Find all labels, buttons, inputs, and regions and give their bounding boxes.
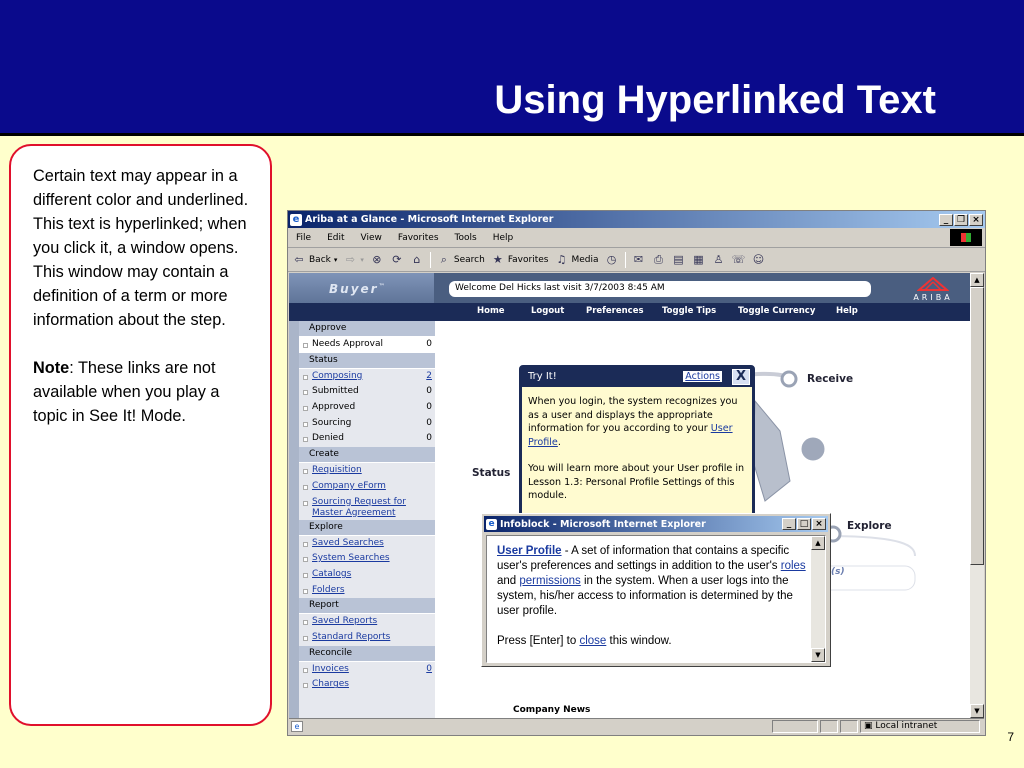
buyer-tm: ™ (378, 283, 387, 290)
buyer-tab-label: Buyer (329, 282, 379, 296)
restore-button[interactable]: ❐ (954, 214, 968, 226)
try-it-text: When you login, the system recognizes you as a user and displays the appropriate information for you according to your (528, 396, 738, 434)
try-it-paragraph (528, 395, 746, 449)
print-icon[interactable]: ⎙ (654, 253, 663, 266)
browser-toolbar (288, 248, 985, 272)
search-icon: ⌕ (440, 253, 447, 266)
favorites-icon: ★ (492, 253, 503, 266)
menu-help[interactable]: Help (492, 232, 514, 243)
sidebar-item-label: Folders (312, 584, 345, 595)
nav-help[interactable]: Help (836, 306, 858, 316)
buyer-tab[interactable] (289, 273, 434, 303)
vertical-scrollbar[interactable] (970, 273, 984, 718)
try-it-popup (519, 365, 755, 517)
sidebar-item-label: Saved Searches (312, 537, 384, 548)
close-instruction-end: this window. (606, 635, 672, 647)
nav-toggle-tips[interactable]: Toggle Tips (662, 306, 717, 316)
ie-icon: e (486, 519, 497, 530)
sidebar-item-approved (299, 400, 435, 416)
callout-paragraph: Certain text may appear in a different color and underlined. This text is hyperlinked; when you click it, a window opens. This window may contain a definition of a term or more information about the step. (33, 167, 249, 329)
sidebar-item-label: Requisition (312, 465, 362, 476)
close-button[interactable]: × (969, 214, 983, 226)
infoblock-titlebar[interactable] (484, 516, 828, 532)
note-label: Note (33, 359, 70, 377)
browser-titlebar[interactable] (288, 211, 985, 228)
sidebar-item-count[interactable]: 2 (426, 370, 432, 381)
edit-icon[interactable]: ▤ (673, 253, 684, 266)
roles-link[interactable]: roles (780, 560, 806, 572)
windows-logo-icon (950, 229, 982, 246)
welcome-message: Welcome Del Hicks last visit 3/7/2003 8:45 AM (449, 281, 871, 297)
favorites-label: Favorites (507, 254, 549, 265)
sidebar-item-charges[interactable] (299, 677, 435, 693)
nav-home[interactable]: Home (477, 306, 505, 316)
media-button[interactable] (554, 253, 598, 266)
ie-icon: e (290, 214, 302, 226)
close-instruction-text: Press [Enter] to (497, 635, 580, 647)
forward-arrow-icon: ⇨ (345, 253, 355, 266)
home-icon[interactable]: ⌂ (413, 253, 421, 266)
sidebar-item-saved-searches[interactable] (299, 536, 435, 552)
ariba-header (289, 273, 971, 303)
scroll-thumb[interactable] (970, 287, 984, 565)
sidebar-item-label: Charges (312, 679, 349, 690)
minimize-button[interactable]: _ (939, 214, 953, 226)
infoblock-content (486, 535, 826, 663)
section-reconcile: Reconcile (299, 646, 435, 662)
menu-view[interactable]: View (360, 232, 382, 243)
definition-and: and (497, 575, 520, 587)
research-icon[interactable]: ♙ (713, 253, 724, 266)
sidebar-item-label: Approved (312, 402, 356, 413)
menu-favorites[interactable]: Favorites (397, 232, 439, 243)
scroll-up-icon[interactable]: ▲ (811, 536, 825, 550)
explore-label[interactable]: Explore (847, 520, 892, 532)
smiley-icon[interactable]: ☺ (752, 253, 765, 266)
sidebar-item-folders[interactable] (299, 583, 435, 599)
page-icon: e (291, 721, 303, 732)
scroll-down-icon[interactable]: ▼ (970, 704, 984, 718)
sidebar-item-catalogs[interactable] (299, 567, 435, 583)
note-text: : These links are not available when you play a topic in See It! Mode. (33, 359, 220, 425)
sidebar-item-count: 0 (426, 339, 432, 349)
history-icon[interactable]: ◷ (606, 253, 617, 266)
definition-part-1: - A set of information that contains a specific user's preferences and settings in addition to the user's (497, 545, 790, 572)
close-icon[interactable]: X (732, 369, 750, 385)
forward-button[interactable]: ⇨ ▾ (343, 253, 364, 266)
section-create: Create (299, 447, 435, 463)
ariba-sidebar (299, 321, 435, 718)
sidebar-item-count: 0 (426, 386, 432, 397)
media-label: Media (571, 254, 599, 265)
sidebar-item-count: 0 (426, 417, 432, 428)
minimize-button[interactable]: _ (782, 518, 796, 530)
messenger-icon[interactable]: ☏ (731, 253, 746, 266)
section-status: Status (299, 353, 435, 369)
browser-statusbar (289, 718, 984, 734)
sidebar-item-sourcing (299, 416, 435, 432)
definition-text (497, 544, 807, 619)
sidebar-item-count[interactable]: 0 (426, 663, 432, 674)
refresh-icon[interactable]: ⟳ (392, 253, 402, 266)
discuss-icon[interactable]: ▦ (693, 253, 704, 266)
sidebar-item-label: Invoices (312, 663, 349, 674)
close-instruction (497, 634, 807, 649)
media-icon: ♫ (556, 253, 567, 266)
stop-icon[interactable]: ⊗ (372, 253, 382, 266)
partial-label: (s) (831, 567, 845, 577)
sidebar-item-count: 0 (426, 433, 432, 444)
sidebar-item-label: Standard Reports (312, 631, 391, 642)
maximize-button[interactable]: □ (797, 518, 811, 530)
ariba-navbar (289, 303, 971, 321)
receive-label[interactable]: Receive (807, 373, 854, 385)
sidebar-item-label: Sourcing (312, 417, 352, 428)
close-window-link[interactable]: close (579, 635, 607, 647)
status-label[interactable]: Status (472, 467, 511, 479)
favorites-button[interactable] (491, 253, 549, 266)
try-it-paragraph-2: You will learn more about your User profile in Lesson 1.3: Personal Profile Settings of this module. (528, 463, 745, 501)
sidebar-item-standard-reports[interactable] (299, 630, 435, 646)
sidebar-item-composing[interactable] (299, 369, 435, 385)
sidebar-item-label: Needs Approval (312, 339, 384, 349)
sidebar-item-denied (299, 431, 435, 447)
browser-window-title: Ariba at a Glance - Microsoft Internet Explorer (305, 214, 554, 225)
sidebar-item-label: System Searches (312, 553, 390, 564)
ariba-logo (903, 277, 963, 302)
section-report: Report (299, 598, 435, 614)
sidebar-item-invoices[interactable] (299, 662, 435, 678)
mail-icon[interactable]: ✉ (633, 253, 644, 266)
back-arrow-icon: ⇦ (294, 253, 304, 266)
intranet-icon: ▣ (864, 721, 876, 731)
scroll-down-icon[interactable]: ▼ (811, 648, 825, 662)
sidebar-item-label: Catalogs (312, 568, 352, 579)
try-it-title: Try It! (528, 371, 557, 382)
callout-note (33, 356, 256, 428)
ariba-logo-icon (917, 277, 949, 291)
security-zone-label: Local intranet (875, 721, 938, 731)
slide-header (0, 0, 1024, 136)
sidebar-item-label: Company eForm (312, 480, 386, 491)
back-label: Back (309, 254, 331, 265)
sidebar-item-label: Submitted (312, 386, 359, 397)
sidebar-item-needs-approval[interactable] (299, 337, 435, 353)
infoblock-scrollbar[interactable] (811, 536, 825, 662)
company-news-heading: Company News (513, 705, 591, 715)
sidebar-item-label: Sourcing Request for Master Agreement (312, 496, 406, 518)
menu-tools[interactable]: Tools (454, 232, 477, 243)
ariba-logo-text: ARIBA (913, 293, 953, 302)
menu-file[interactable]: File (296, 232, 312, 243)
sidebar-item-submitted (299, 384, 435, 400)
sidebar-item-label: Saved Reports (312, 616, 378, 627)
sidebar-item-requisition[interactable] (299, 463, 435, 479)
sidebar-item-sourcing-request[interactable] (299, 495, 435, 520)
security-zone (860, 720, 980, 733)
slide-title: Using Hyperlinked Text (494, 78, 936, 122)
infoblock-window (481, 513, 831, 667)
sidebar-item-system-searches[interactable] (299, 551, 435, 567)
scroll-up-icon[interactable]: ▲ (970, 273, 984, 287)
search-label: Search (453, 254, 485, 265)
section-explore: Explore (299, 520, 435, 536)
menu-edit[interactable]: Edit (327, 232, 345, 243)
sidebar-item-label: Denied (312, 433, 344, 444)
section-approve: Approve (299, 321, 435, 337)
try-it-text-end: . (557, 436, 561, 448)
nav-preferences[interactable]: Preferences (586, 306, 644, 316)
instruction-callout (9, 144, 272, 726)
close-button[interactable]: × (812, 518, 826, 530)
user-profile-term-link[interactable]: User Profile (497, 545, 562, 557)
search-button[interactable] (437, 253, 485, 266)
sidebar-item-label: Composing (312, 370, 363, 381)
permissions-link[interactable]: permissions (519, 575, 581, 587)
sidebar-item-saved-reports[interactable] (299, 614, 435, 630)
page-number: 7 (1007, 730, 1014, 744)
nav-toggle-currency[interactable]: Toggle Currency (738, 306, 816, 316)
sidebar-item-count: 0 (426, 402, 432, 413)
nav-logout[interactable]: Logout (531, 306, 565, 316)
back-button[interactable]: ⇦ Back ▾ (292, 253, 337, 266)
menu-bar (288, 228, 985, 248)
sidebar-item-company-eform[interactable] (299, 479, 435, 495)
infoblock-window-title: Infoblock - Microsoft Internet Explorer (500, 518, 706, 530)
definition-part-2: in the system. When a user logs into the system, his/her access to information is determined by the user profile. (497, 575, 793, 617)
actions-link[interactable]: Actions (685, 371, 720, 382)
user-profile-link[interactable]: User Profile (528, 423, 733, 448)
